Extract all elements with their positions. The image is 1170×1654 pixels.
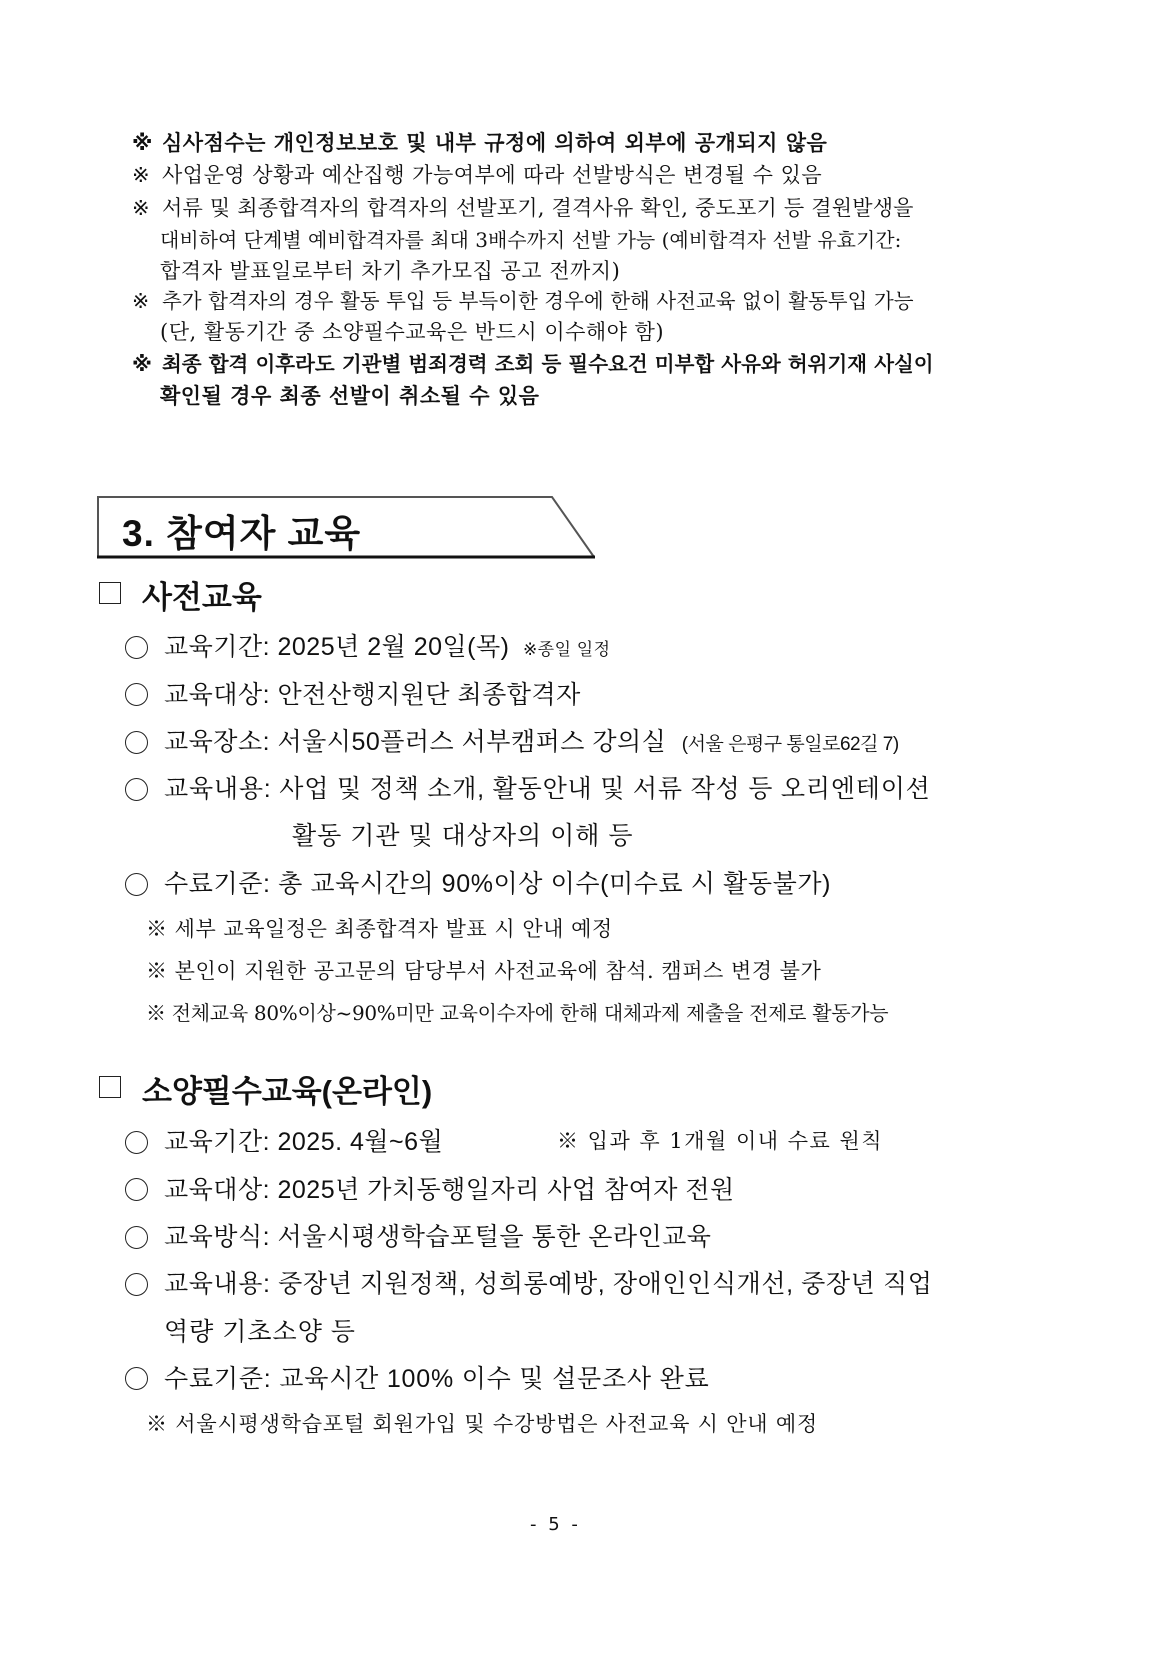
circle-bullet-icon <box>125 1273 148 1296</box>
pre-education-note-2: ※ 본인이 지원한 공고문의 담당부서 사전교육에 참석. 캠퍼스 변경 불가 <box>146 959 822 983</box>
circle-bullet-icon <box>125 731 148 754</box>
required-education-content-cont: 역량 기초소양 등 <box>164 1318 356 1346</box>
note-5-line-2: 확인될 경우 최종 선발이 취소될 수 있음 <box>160 384 540 408</box>
required-education-note-1: ※ 서울시평생학습포털 회원가입 및 수강방법은 사전교육 시 안내 예정 <box>146 1412 819 1436</box>
note-4-line-2: (단, 활동기간 중 소양필수교육은 반드시 이수해야 함) <box>160 320 665 344</box>
note-4: ※ 추가 합격자의 경우 활동 투입 등 부득이한 경우에 한해 사전교육 없이 활동투입 가능 <box>132 286 914 316</box>
pre-education-content: 교육내용: 사업 및 정책 소개, 활동안내 및 서류 작성 등 오리엔테이션 <box>164 775 931 803</box>
reference-mark-icon: ※ <box>132 352 152 376</box>
circle-bullet-icon <box>125 1178 148 1201</box>
pre-education-criteria: 수료기준: 총 교육시간의 90%이상 이수(미수료 시 활동불가) <box>164 870 832 898</box>
pre-education-note-1: ※ 세부 교육일정은 최종합격자 발표 시 안내 예정 <box>146 917 613 941</box>
required-education-content: 교육내용: 중장년 지원정책, 성희롱예방, 장애인인식개선, 중장년 직업 <box>164 1270 933 1298</box>
required-education-target: 교육대상: 2025년 가치동행일자리 사업 참여자 전원 <box>164 1176 735 1204</box>
note-3-line-3: 합격자 발표일로부터 차기 추가모집 공고 전까지) <box>160 259 621 283</box>
required-education-criteria: 수료기준: 교육시간 100% 이수 및 설문조사 완료 <box>164 1365 710 1393</box>
circle-bullet-icon <box>125 873 148 896</box>
circle-bullet-icon <box>125 1131 148 1154</box>
circle-bullet-icon <box>125 778 148 801</box>
reference-mark-icon: ※ <box>132 196 150 220</box>
note-3: ※ 서류 및 최종합격자의 합격자의 선발포기, 결격사유 확인, 중도포기 등 결원발생을 <box>132 193 914 223</box>
page-number: - 5 - <box>530 1514 581 1535</box>
section-title: 3. 참여자 교육 <box>122 513 362 554</box>
note-1: ※ 심사점수는 개인정보보호 및 내부 규정에 의하여 외부에 공개되지 않음 <box>132 128 827 158</box>
pre-education-heading: 사전교육 <box>142 580 262 615</box>
required-education-period: 교육기간: 2025. 4월~6월 <box>164 1128 444 1156</box>
pre-education-content-cont: 활동 기관 및 대상자의 이해 등 <box>292 822 634 850</box>
circle-bullet-icon <box>125 1367 148 1390</box>
pre-education-target: 교육대상: 안전산행지원단 최종합격자 <box>164 681 581 709</box>
note-3-line-2: 대비하여 단계별 예비합격자를 최대 3배수까지 선발 가능 (예비합격자 선발 유효기간: <box>160 228 902 252</box>
pre-education-location: 교육장소: 서울시50플러스 서부캠퍼스 강의실 (서울 은평구 통일로62길 7) <box>164 728 899 756</box>
required-education-period-note: ※ 입과 후 1개월 이내 수료 원칙 <box>557 1129 884 1153</box>
note-2: ※ 사업운영 상황과 예산집행 가능여부에 따라 선발방식은 변경될 수 있음 <box>132 160 822 190</box>
circle-bullet-icon <box>125 683 148 706</box>
pre-education-note-3: ※ 전체교육 80%이상~90%미만 교육이수자에 한해 대체과제 제출을 전제로 활동가능 <box>146 1001 889 1025</box>
location-address: (서울 은평구 통일로62길 7) <box>681 734 899 755</box>
reference-mark-icon: ※ <box>132 289 150 313</box>
circle-bullet-icon <box>125 636 148 659</box>
square-bullet-icon <box>99 1076 121 1098</box>
circle-bullet-icon <box>125 1226 148 1249</box>
reference-mark-icon: ※ <box>132 131 153 155</box>
required-education-method: 교육방식: 서울시평생학습포털을 통한 온라인교육 <box>164 1223 712 1251</box>
square-bullet-icon <box>99 582 121 604</box>
required-education-heading: 소양필수교육(온라인) <box>142 1074 433 1109</box>
pre-education-period: 교육기간: 2025년 2월 20일(목) ※종일 일정 <box>164 633 611 661</box>
period-note: ※종일 일정 <box>522 640 611 659</box>
note-5: ※ 최종 합격 이후라도 기관별 범죄경력 조회 등 필수요건 미부합 사유와 허위기재 사실이 <box>132 349 934 379</box>
reference-mark-icon: ※ <box>132 163 151 187</box>
